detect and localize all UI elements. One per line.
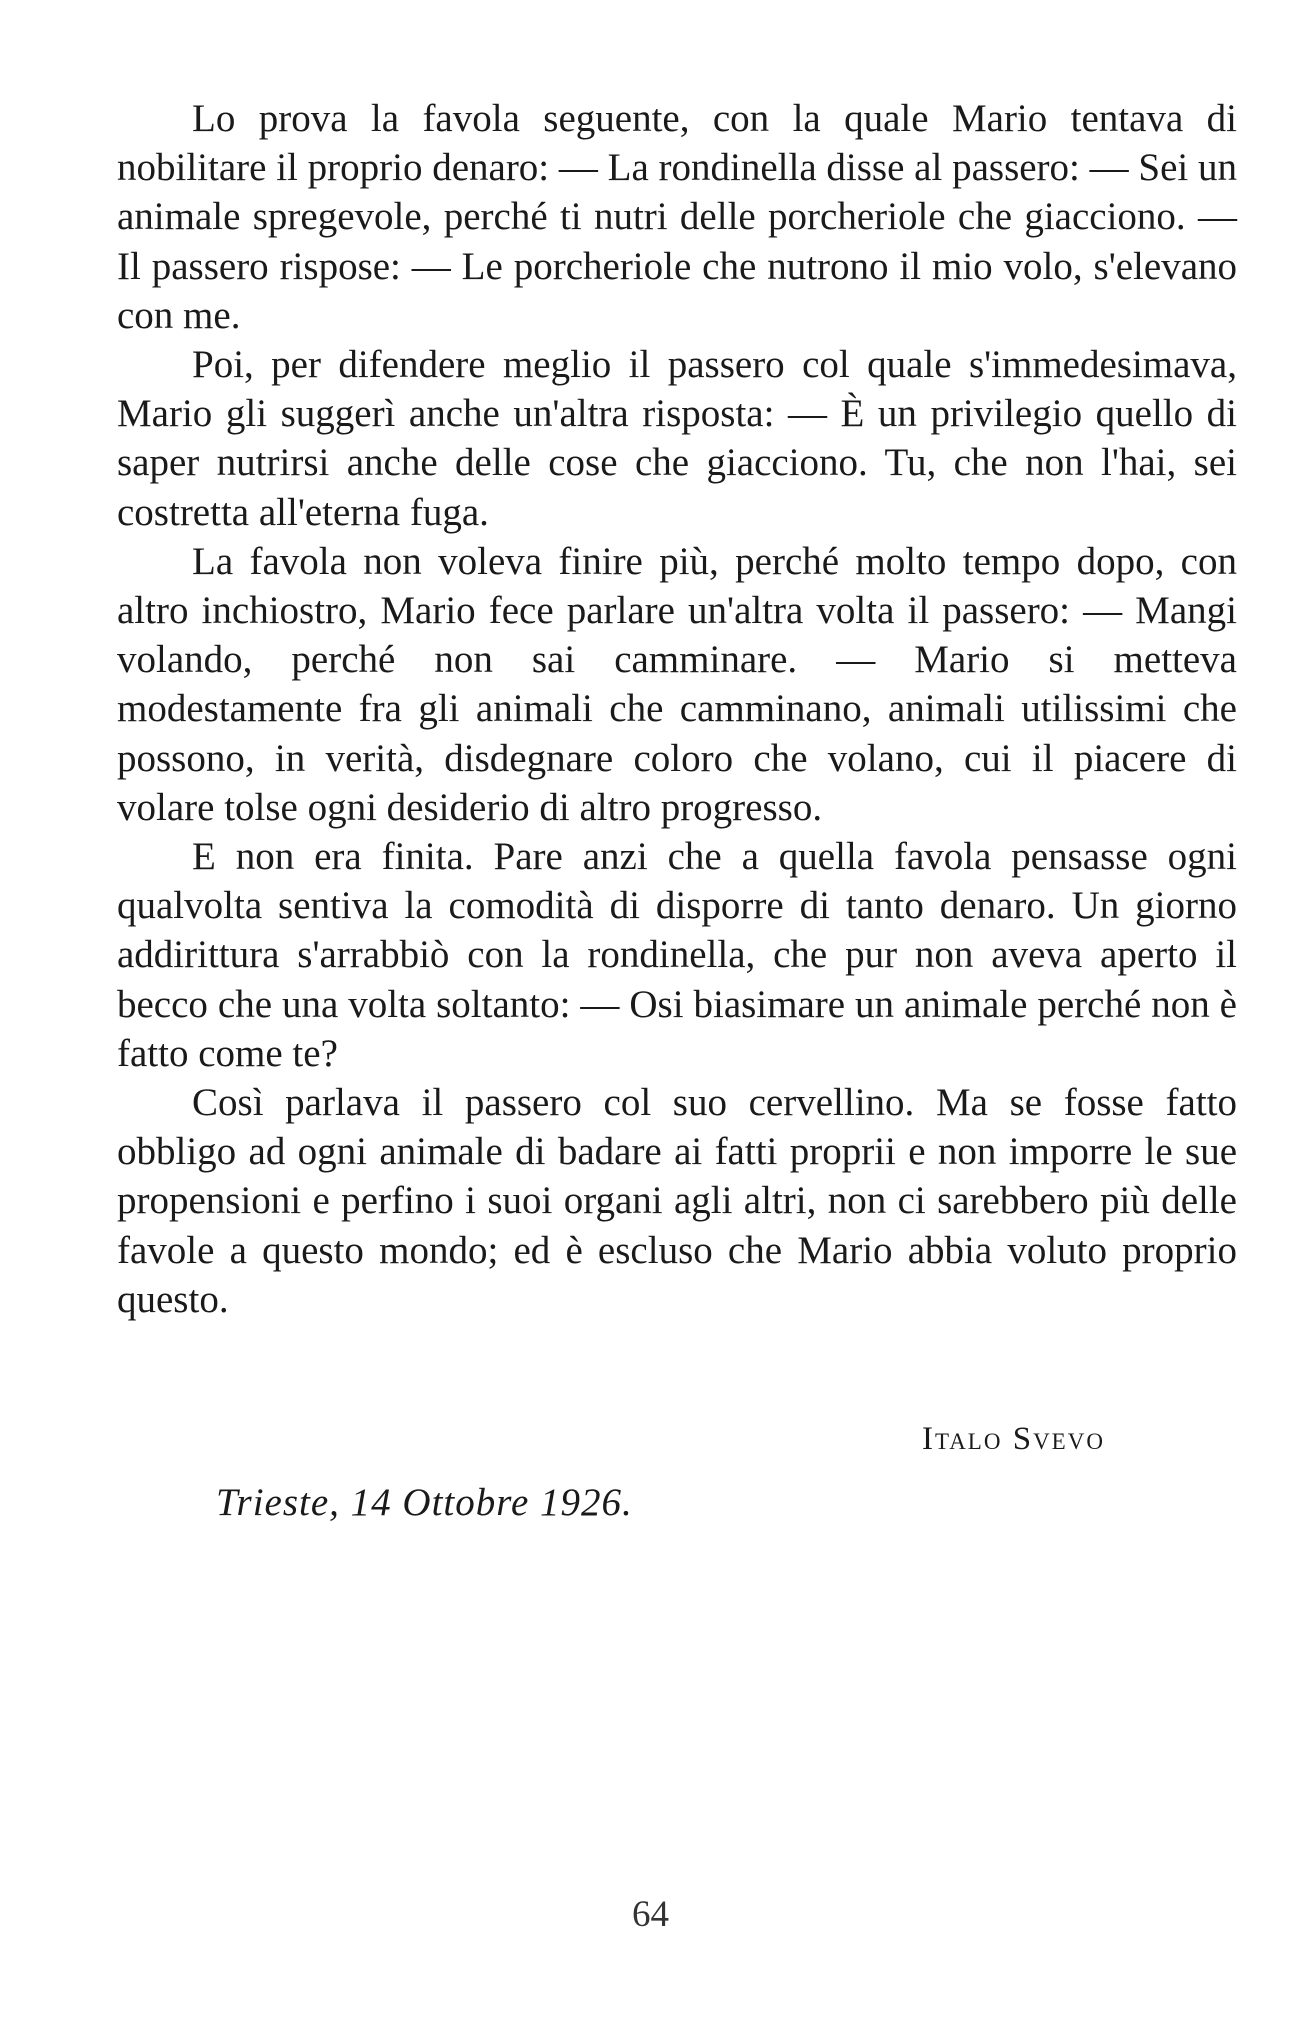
date-line: Trieste, 14 Ottobre 1926.	[216, 1481, 633, 1524]
paragraph-3: La favola non voleva finire più, perché molto tempo dopo, con altro inchiostro, Mario fece parlare un'altra volta il passero: — Mangi volando, perché non sai camminare. — Mario si metteva modestamente fra gli animali che camminano, animali utilissimi che possono, in verità, disdegnare coloro che volano, cui il piacere di volare tolse ogni desiderio di altro progresso.	[117, 539, 1237, 829]
body-text	[117, 94, 1237, 1324]
paragraph-5: Così parlava il passero col suo cervellino. Ma se fosse fatto obbligo ad ogni animale di badare ai fatti proprii e non imporre le sue propensioni e perfino i suoi organi agli altri, non ci sarebbero più delle favole a questo mondo; ed è escluso che Mario abbia voluto proprio questo.	[117, 1081, 1237, 1321]
paragraph-1: Lo prova la favola seguente, con la quale Mario tentava di nobilitare il proprio denaro: — La rondinella disse al passero: — Sei un animale spregevole, perché ti nutri delle porcheriole che giacciono. — Il passero rispose: — Le porcheriole che nutrono il mio volo, s'elevano con me.	[117, 97, 1237, 337]
paragraph-4: E non era finita. Pare anzi che a quella favola pensasse ogni qualvolta sentiva la comodità di disporre di tanto denaro. Un giorno addirittura s'arrabbiò con la rondinella, che pur non aveva aperto il becco che una volta soltanto: — Osi biasimare un animale perché non è fatto come te?	[117, 835, 1237, 1075]
page-number: 64	[632, 1894, 669, 1935]
paragraph-2: Poi, per difendere meglio il passero col quale s'immedesimava, Mario gli suggerì anche un'altra risposta: — È un privilegio quello di saper nutrirsi anche delle cose che giacciono. Tu, che non l'hai, sei costretta all'eterna fuga.	[117, 343, 1237, 534]
author-signature: Italo Svevo	[922, 1421, 1105, 1457]
